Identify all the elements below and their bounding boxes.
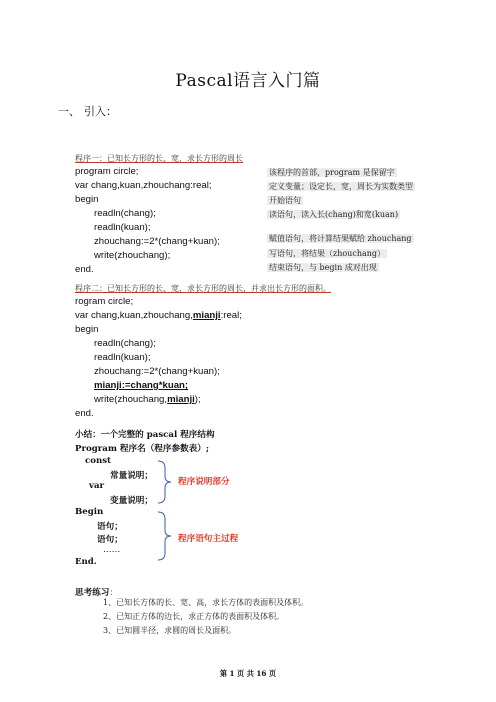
code-line: program circle; <box>75 166 139 177</box>
summary-program-line: Program 程序名（程序参数表）; <box>75 444 210 454</box>
page-title: Pascal语言入门篇 <box>175 71 321 91</box>
code-line: zhouchang:=2*(chang+kuan); <box>94 366 220 377</box>
code-line: zhouchang:=2*(chang+kuan); <box>94 236 220 247</box>
summary-stmt: 语句； <box>97 535 123 545</box>
summary-end: End. <box>75 557 97 567</box>
program1-header: 程序一：已知长方形的长、宽，求长方形的周长 <box>75 154 243 163</box>
code-line: var chang,kuan,zhouchang:real; <box>75 180 212 191</box>
code-line: readln(chang); <box>94 338 156 349</box>
section-label: 引入： <box>84 105 117 118</box>
code-comment: 读语句，读入长(chang)和宽(kuan) <box>269 210 399 219</box>
summary-var: var <box>89 481 105 491</box>
exercises-heading: 思考练习： <box>75 588 118 598</box>
section-heading <box>58 103 117 119</box>
code-line: var chang,kuan,zhouchang,mianji:real; <box>75 310 242 321</box>
program2-header: 程序二：已知长方形的长、宽，求长方形的周长，并求出长方形的面积。 <box>75 284 331 293</box>
body-label: 程序语句主过程 <box>178 534 239 544</box>
code-comment: 写语句，将结果（zhouchang） <box>269 249 386 258</box>
page-footer: 第 1 页 共 16 页 <box>219 669 277 678</box>
summary-var-desc: 变量说明； <box>110 496 153 506</box>
declaration-label: 程序说明部分 <box>178 477 230 487</box>
code-line: readln(kuan); <box>94 222 151 233</box>
code-line: end. <box>75 264 94 275</box>
code-comment: 结束语句，与 begin 成对出现 <box>269 263 377 272</box>
brace-icon <box>156 460 172 504</box>
summary-begin: Begin <box>75 507 104 517</box>
code-line: rogram circle; <box>75 296 134 307</box>
code-comment: 赋值语句，将计算结果赋给 zhouchang <box>269 234 412 243</box>
code-line: write(zhouchang,mianji); <box>94 394 201 405</box>
exercise-item: 1、已知长方体的长、宽、高，求长方体的表面积及体积。 <box>103 598 309 607</box>
code-line: begin <box>75 194 99 205</box>
mianji-keyword: mianji <box>192 310 221 321</box>
code-comment: 定义变量；设定长，宽，周长为实数类型 <box>269 182 413 191</box>
code-line: write(zhouchang); <box>94 250 171 261</box>
summary-ellipsis: …… <box>103 545 121 555</box>
exercise-item: 3、已知圆半径，求圆的周长及面积。 <box>103 626 237 635</box>
section-number: 一、 <box>58 105 80 118</box>
summary-stmt: 语句； <box>97 522 123 532</box>
code-comment: 开始语句 <box>269 196 301 205</box>
exercise-item: 2、已知正方体的边长，求正方体的表面积及体积。 <box>103 612 285 621</box>
summary-const: const <box>85 456 112 466</box>
code-line: end. <box>75 408 94 419</box>
summary-const-desc: 常量说明； <box>110 471 153 481</box>
code-line: readln(kuan); <box>94 352 151 363</box>
code-comment: 该程序的首部，program 是保留字 <box>269 168 395 177</box>
summary-title: 小结：一个完整的 pascal 程序结构 <box>75 430 215 440</box>
code-line: mianji:=chang*kuan; <box>94 380 189 391</box>
code-line: readln(chang); <box>94 208 156 219</box>
code-line: begin <box>75 324 99 335</box>
brace-icon <box>156 511 172 561</box>
mianji-keyword: mianji <box>167 394 195 405</box>
